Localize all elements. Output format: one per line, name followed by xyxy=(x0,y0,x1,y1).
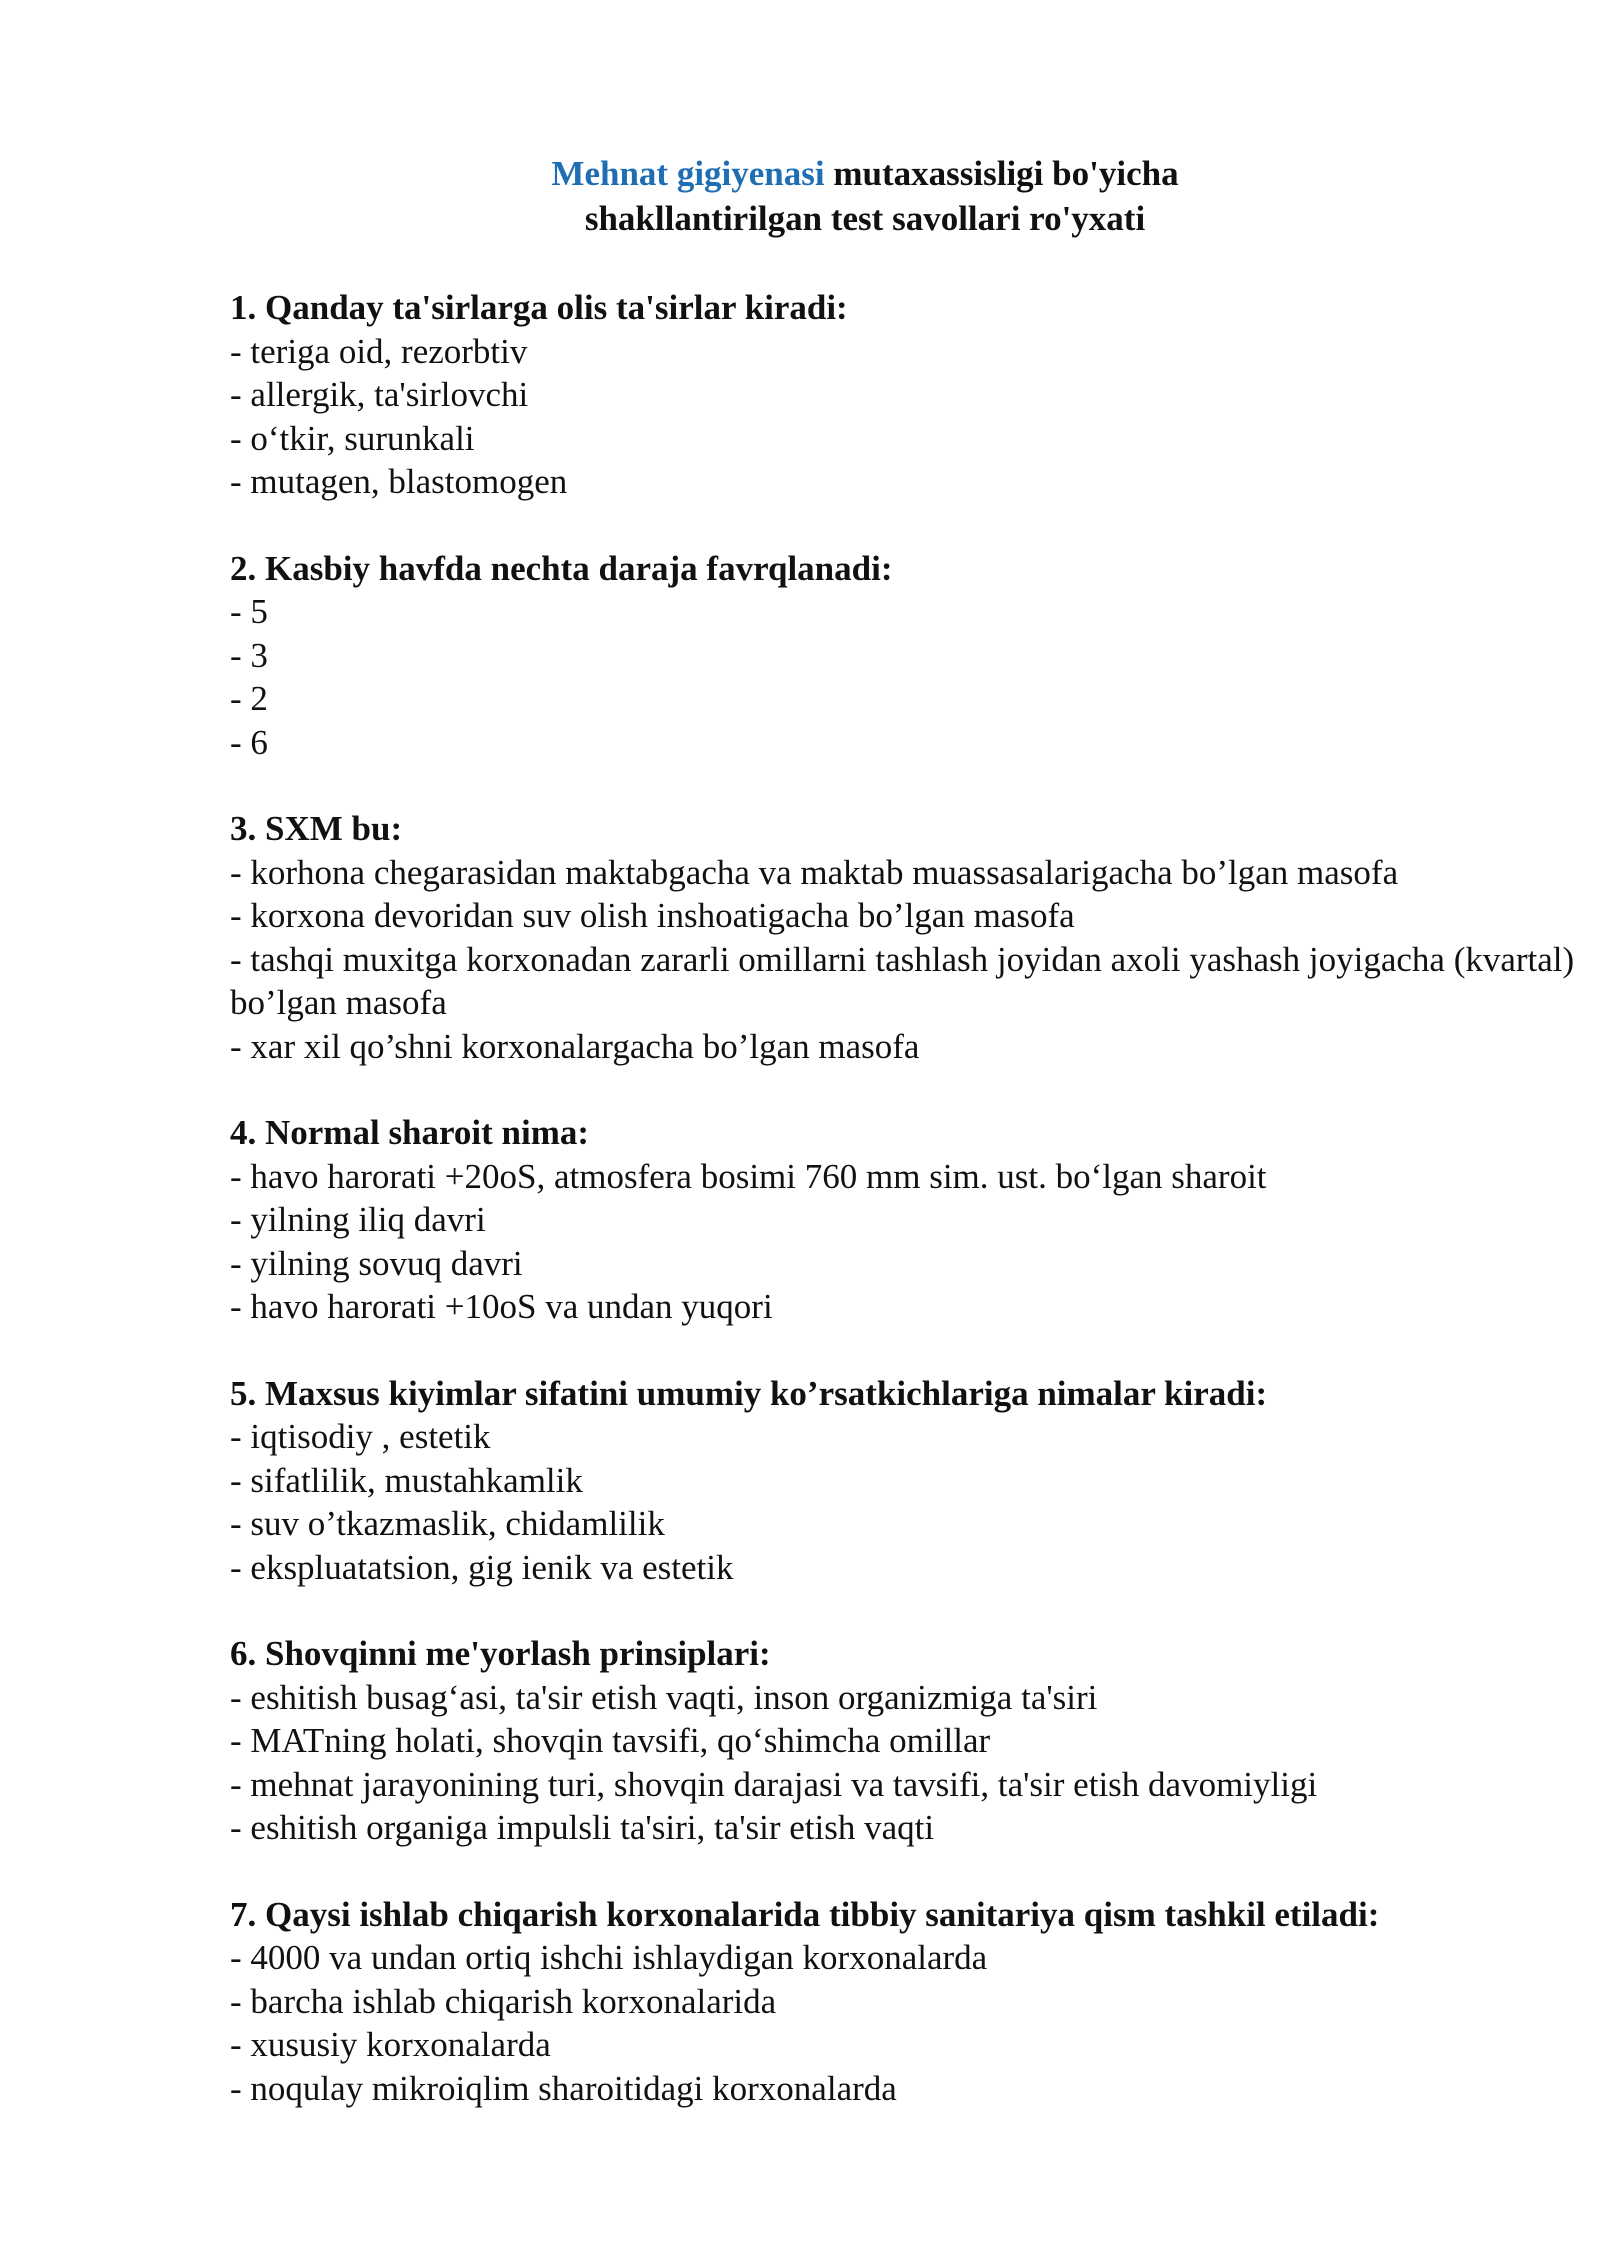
question-4 xyxy=(230,1111,1580,1329)
answer-option: - korxona devoridan suv olish inshoatigacha bo’lgan masofa xyxy=(230,896,1075,935)
question-text: 2. Kasbiy havfda nechta daraja favrqlanadi: xyxy=(230,548,893,588)
answer-option: - noqulay mikroiqlim sharoitidagi korxonalarda xyxy=(230,2068,897,2108)
answer-options xyxy=(230,1936,1580,2110)
answer-option: - 4000 va undan ortiq ishchi ishlaydigan korxonalarda xyxy=(230,1938,988,1977)
answer-option: - mehnat jarayonining turi, shovqin darajasi va tavsifi, ta'sir etish davomiyligi xyxy=(230,1764,1318,1804)
question-2 xyxy=(230,547,1580,765)
title-line-2: shakllantirilgan test savollari ro'yxati xyxy=(584,199,1146,238)
question-text: 7. Qaysi ishlab chiqarish korxonalarida tibbiy sanitariya qism tashkil etiladi: xyxy=(230,1894,1380,1934)
answer-option: - barcha ishlab chiqarish korxonalarida xyxy=(230,1981,777,2021)
answer-options xyxy=(230,851,1580,1069)
answer-option: - 2 xyxy=(230,679,268,718)
answer-option: - teriga oid, rezorbtiv xyxy=(230,331,528,371)
question-7 xyxy=(230,1893,1580,2111)
title-rest: mutaxassisligi bo'yicha xyxy=(824,154,1179,193)
answer-option: - havo harorati +20oS, atmosfera bosimi 760 mm sim. ust. bo‘lgan sharoit xyxy=(230,1156,1267,1196)
answer-option: - 6 xyxy=(230,722,268,762)
answer-option: - allergik, ta'sirlovchi xyxy=(230,375,529,414)
answer-option: - xususiy korxonalarda xyxy=(230,2025,551,2064)
answer-option: - iqtisodiy , estetik xyxy=(230,1417,491,1456)
answer-option: - sifatlilik, mustahkamlik xyxy=(230,1460,583,1500)
question-6 xyxy=(230,1632,1580,1850)
answer-options xyxy=(230,1676,1580,1850)
answer-option: - suv o’tkazmaslik, chidamlilik xyxy=(230,1504,665,1543)
answer-option: - korhona chegarasidan maktabgacha va maktab muassasalarigacha bo’lgan masofa xyxy=(230,852,1399,892)
answer-option: - yilning iliq davri xyxy=(230,1200,486,1239)
answer-option: - mutagen, blastomogen xyxy=(230,462,568,501)
answer-option: - eshitish busag‘asi, ta'sir etish vaqti, inson organizmiga ta'siri xyxy=(230,1677,1098,1717)
answer-options xyxy=(230,1155,1580,1329)
question-text: 6. Shovqinni me'yorlash prinsiplari: xyxy=(230,1634,771,1673)
document-title xyxy=(0,151,1600,241)
question-text: 3. SXM bu: xyxy=(230,809,403,848)
title-line-1 xyxy=(0,151,1600,196)
answer-options xyxy=(230,1415,1580,1589)
title-accent: Mehnat gigiyenasi xyxy=(551,154,825,193)
question-5 xyxy=(230,1372,1580,1590)
question-3 xyxy=(230,807,1580,1068)
answer-option: - ekspluatatsion, gig ienik va estetik xyxy=(230,1547,734,1587)
answer-option: - 5 xyxy=(230,592,268,631)
answer-options xyxy=(230,590,1580,764)
answer-option: - MATning holati, shovqin tavsifi, qo‘shimcha omillar xyxy=(230,1721,991,1760)
question-text: 5. Maxsus kiyimlar sifatini umumiy ko’rsatkichlariga nimalar kiradi: xyxy=(230,1373,1268,1413)
answer-option: - tashqi muxitga korxonadan zararli omillarni tashlash joyidan axoli yashash joyigacha (kvartal) bo’lgan masofa xyxy=(230,939,1575,1022)
question-text: 4. Normal sharoit nima: xyxy=(230,1113,590,1152)
answer-options xyxy=(230,330,1580,504)
answer-option: - 3 xyxy=(230,635,268,675)
answer-option: - xar xil qo’shni korxonalargacha bo’lgan masofa xyxy=(230,1026,920,1066)
answer-option: - yilning sovuq davri xyxy=(230,1243,523,1283)
question-list xyxy=(230,286,1580,2153)
answer-option: - eshitish organiga impulsli ta'siri, ta'sir etish vaqti xyxy=(230,1808,935,1847)
question-text: 1. Qanday ta'sirlarga olis ta'sirlar kiradi: xyxy=(230,288,848,327)
answer-option: - havo harorati +10oS va undan yuqori xyxy=(230,1287,773,1326)
question-1 xyxy=(230,286,1580,504)
answer-option: - o‘tkir, surunkali xyxy=(230,418,475,458)
